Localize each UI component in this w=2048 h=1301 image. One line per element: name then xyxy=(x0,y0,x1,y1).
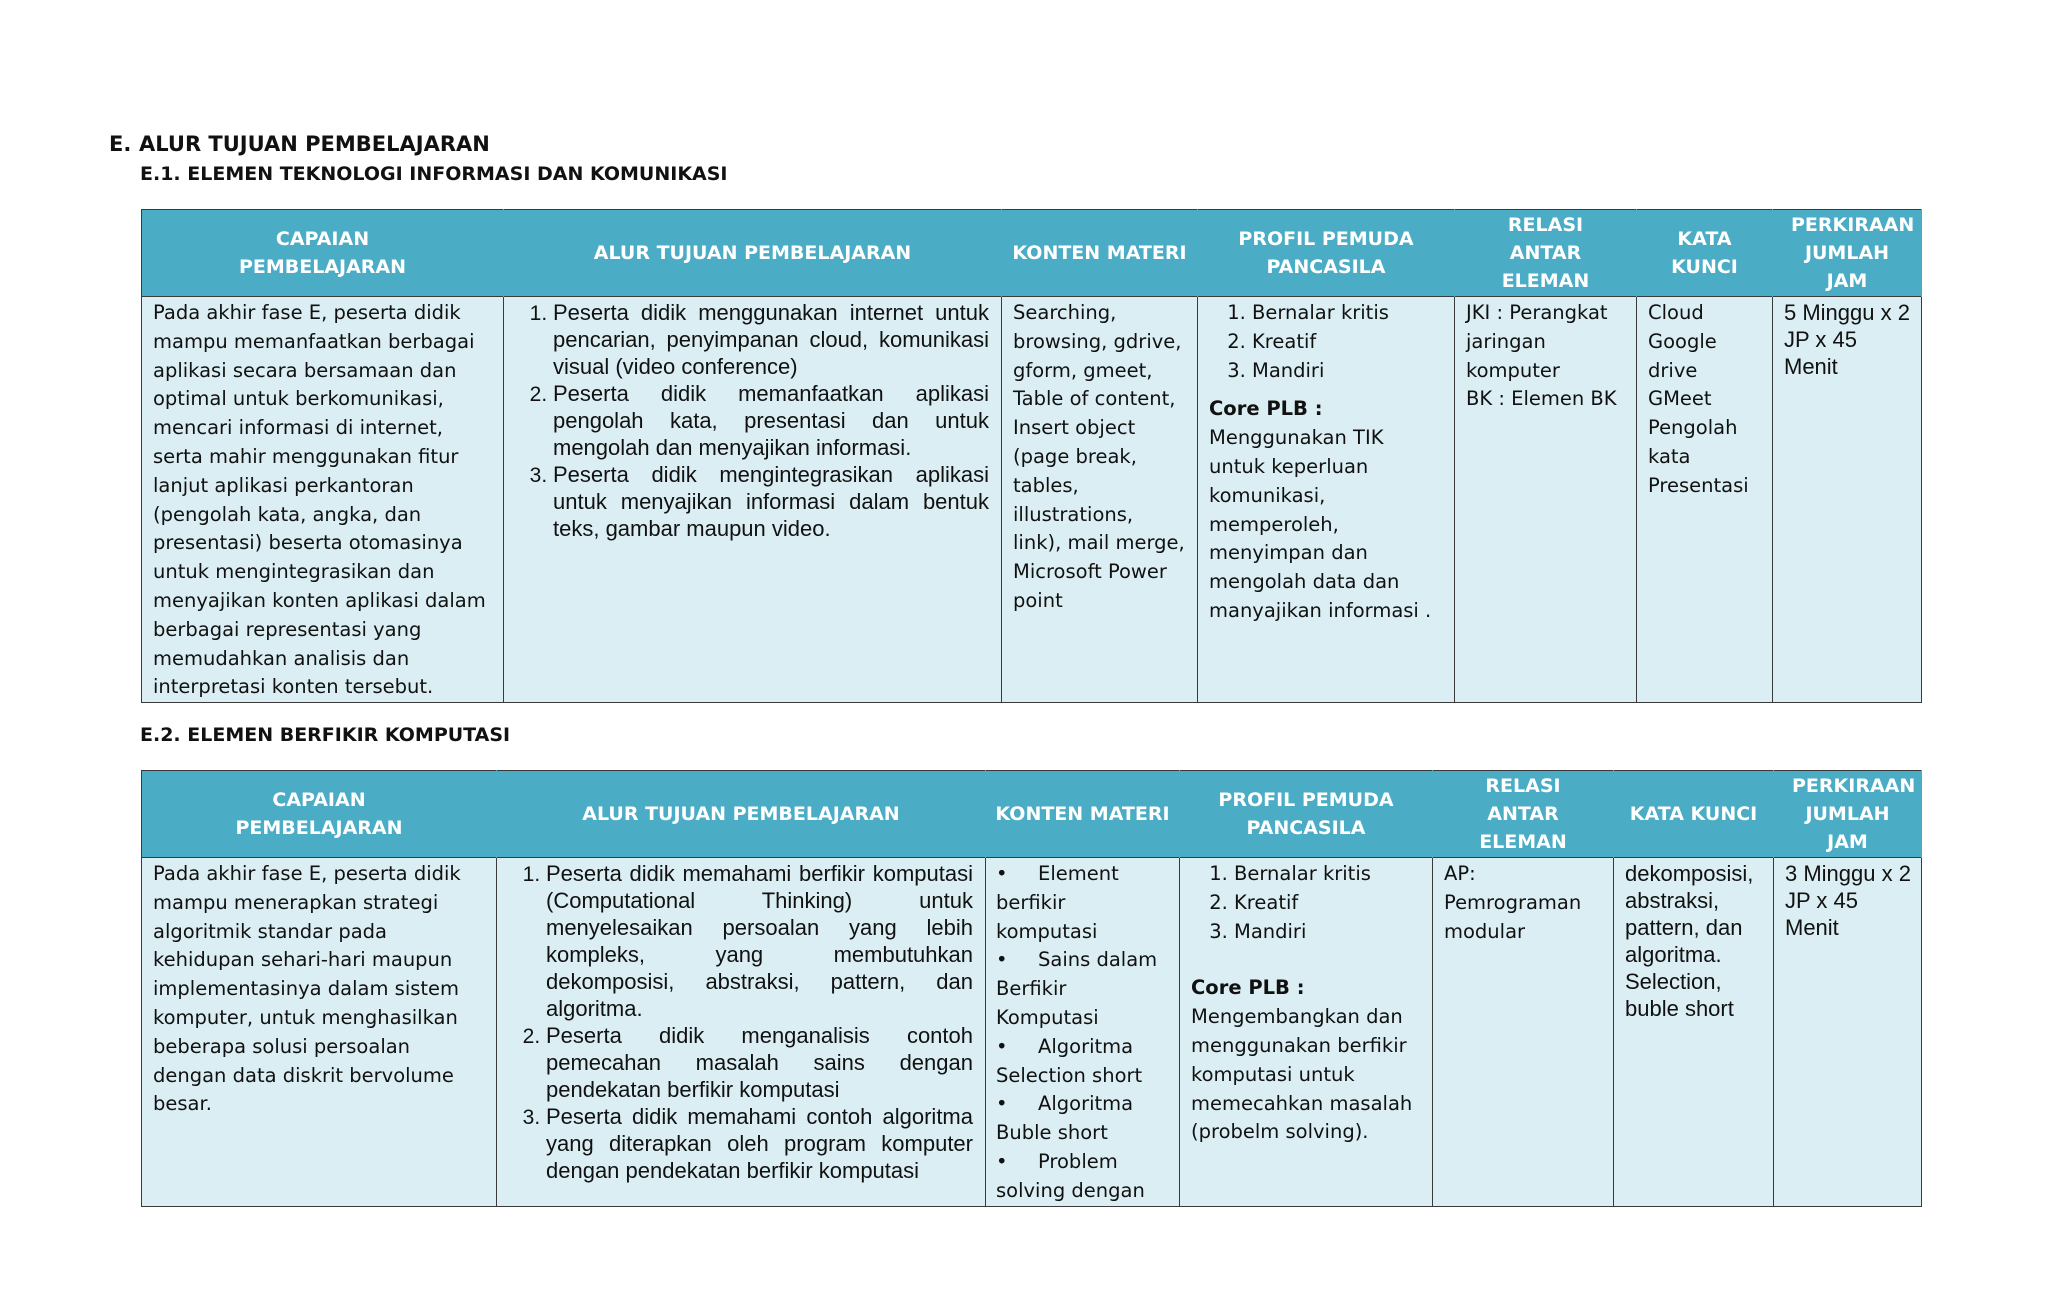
section-letter: E. xyxy=(109,132,132,156)
cell-alur xyxy=(497,858,986,1207)
header-relasi: RELASI ANTAR ELEMAN xyxy=(1433,771,1614,858)
header-perkiraan: PERKIRAAN JUMLAH JAM xyxy=(1773,210,1922,297)
relasi-line: JKI : Perangkat jaringan komputer xyxy=(1466,301,1608,382)
list-item: • Element berfikir komputasi xyxy=(996,862,1119,943)
list-item: 1. Peserta didik memahami berfikir komputasi (Computational Thinking) untuk menyelesaikan persoalan yang lebih kompleks, yang membutuhkan dekomposisi, abstraksi, pattern, dan algoritma. xyxy=(546,860,973,1022)
list-item: 2. Peserta didik memanfaatkan aplikasi pengolah kata, presentasi dan untuk mengolah dan menyajikan informasi. xyxy=(553,380,989,461)
list-item: 3. Mandiri xyxy=(1252,357,1444,386)
list-item: 2. Peserta didik menganalisis contoh pemecahan masalah sains dengan pendekatan berfikir komputasi xyxy=(546,1022,973,1103)
header-konten: KONTEN MATERI xyxy=(1002,210,1198,297)
table-row xyxy=(142,858,1922,1207)
core-label: Core PLB : xyxy=(1209,397,1323,421)
bullet-icon: • xyxy=(996,1034,1008,1058)
header-alur: ALUR TUJUAN PEMBELAJARAN xyxy=(497,771,986,858)
list-item: 1. Bernalar kritis xyxy=(1234,860,1422,889)
alur-list xyxy=(515,299,989,542)
header-alur: ALUR TUJUAN PEMBELAJARAN xyxy=(504,210,1002,297)
header-kata: KATA KUNCI xyxy=(1614,771,1774,858)
list-item: • Sains dalam Berfikir Komputasi xyxy=(996,948,1158,1029)
core-text: Mengembangkan dan menggunakan berfikir komputasi untuk memecahkan masalah (probelm solving). xyxy=(1191,1005,1413,1144)
kata-line: Presentasi xyxy=(1648,473,1749,497)
kata-line: Google drive xyxy=(1648,329,1717,382)
table-header-row xyxy=(142,210,1922,297)
list-item: 3. Mandiri xyxy=(1234,918,1422,947)
bullet-icon: • xyxy=(996,948,1008,972)
table-tik xyxy=(141,209,1922,703)
kata-line: Pengolah kata xyxy=(1648,416,1738,468)
list-item: • Problem solving dengan xyxy=(996,1149,1145,1202)
list-item: 1. Bernalar kritis xyxy=(1252,299,1444,328)
relasi-line: BK : Elemen BK xyxy=(1466,387,1617,411)
list-item: 1. Peserta didik menggunakan internet untuk pencarian, penyimpanan cloud, komunikasi visual (video conference) xyxy=(553,299,989,380)
cell-capaian: Pada akhir fase E, peserta didik mampu menerapkan strategi algoritmik standar pada kehidupan sehari-hari maupun implementasinya dalam sistem komputer, untuk menghasilkan beberapa solusi persoalan dengan data diskrit bervolume besar. xyxy=(142,858,497,1207)
list-item: 3. Peserta didik mengintegrasikan aplikasi untuk menyajikan informasi dalam bentuk teks, gambar maupun video. xyxy=(553,461,989,542)
header-konten: KONTEN MATERI xyxy=(986,771,1180,858)
profil-list xyxy=(1209,299,1444,385)
cell-alur xyxy=(504,297,1002,703)
subsection-heading-1: E.1. ELEMEN TEKNOLOGI INFORMASI DAN KOMUNIKASI xyxy=(140,163,728,185)
relasi-line: AP: xyxy=(1444,862,1476,885)
bullet-icon: • xyxy=(996,1092,1008,1116)
cell-profil xyxy=(1198,297,1455,703)
kata-line: Cloud xyxy=(1648,301,1704,324)
kata-line: GMeet xyxy=(1648,387,1712,411)
cell-konten: Searching, browsing, gdrive, gform, gmeet, Table of content, Insert object (page break, tables, illustrations, link), mail merge, Microsoft Power point xyxy=(1002,297,1198,703)
header-profil: PROFIL PEMUDA PANCASILA xyxy=(1180,771,1433,858)
header-kata: KATA KUNCI xyxy=(1637,210,1773,297)
core-label: Core PLB : xyxy=(1191,976,1305,1000)
cell-konten xyxy=(986,858,1180,1207)
table-header-row xyxy=(142,771,1922,858)
header-capaian: CAPAIAN PEMBELAJARAN xyxy=(142,210,504,297)
list-item: 2. Kreatif xyxy=(1252,328,1444,357)
list-item: 2. Kreatif xyxy=(1234,889,1422,918)
cell-capaian: Pada akhir fase E, peserta didik mampu memanfaatkan berbagai aplikasi secara bersamaan dan optimal untuk berkomunikasi, mencari informasi di internet, serta mahir menggunakan fitur lanjut aplikasi perkantoran (pengolah kata, angka, dan presentasi) beserta otomasinya untuk mengintegrasikan dan menyajikan konten aplikasi dalam berbagai representasi yang memudahkan analisis dan interpretasi konten tersebut. xyxy=(142,297,504,703)
alur-list xyxy=(508,860,973,1184)
list-item: 3. Peserta didik memahami contoh algoritma yang diterapkan oleh program komputer dengan pendekatan berfikir komputasi xyxy=(546,1103,973,1184)
bullet-icon: • xyxy=(996,1149,1008,1173)
header-perkiraan: PERKIRAAN JUMLAH JAM xyxy=(1774,771,1922,858)
bullet-icon: • xyxy=(996,862,1008,885)
list-item: • Algoritma Buble short xyxy=(996,1092,1134,1145)
cell-profil xyxy=(1180,858,1433,1207)
cell-perkiraan: 5 Minggu x 2 JP x 45 Menit xyxy=(1773,297,1922,703)
cell-kata xyxy=(1637,297,1773,703)
core-text: Menggunakan TIK untuk keperluan komunikasi, memperoleh, menyimpan dan mengolah data dan manyajikan informasi . xyxy=(1209,426,1432,622)
cell-relasi xyxy=(1433,858,1614,1207)
cell-kata: dekomposisi, abstraksi, pattern, dan algoritma. Selection, buble short xyxy=(1614,858,1774,1207)
section-heading xyxy=(109,132,490,156)
section-title: ALUR TUJUAN PEMBELAJARAN xyxy=(139,132,490,156)
header-profil: PROFIL PEMUDA PANCASILA xyxy=(1198,210,1455,297)
cell-relasi xyxy=(1455,297,1637,703)
profil-list xyxy=(1191,860,1422,946)
header-capaian: CAPAIAN PEMBELAJARAN xyxy=(142,771,497,858)
header-relasi: RELASI ANTAR ELEMAN xyxy=(1455,210,1637,297)
relasi-line: Pemrograman modular xyxy=(1444,890,1582,943)
table-row xyxy=(142,297,1922,703)
subsection-heading-2: E.2. ELEMEN BERFIKIR KOMPUTASI xyxy=(140,724,511,746)
konten-list xyxy=(996,860,1169,1206)
table-berfikir-komputasi xyxy=(141,770,1922,1207)
cell-perkiraan: 3 Minggu x 2 JP x 45 Menit xyxy=(1774,858,1922,1207)
list-item: • Algoritma Selection short xyxy=(996,1034,1143,1087)
